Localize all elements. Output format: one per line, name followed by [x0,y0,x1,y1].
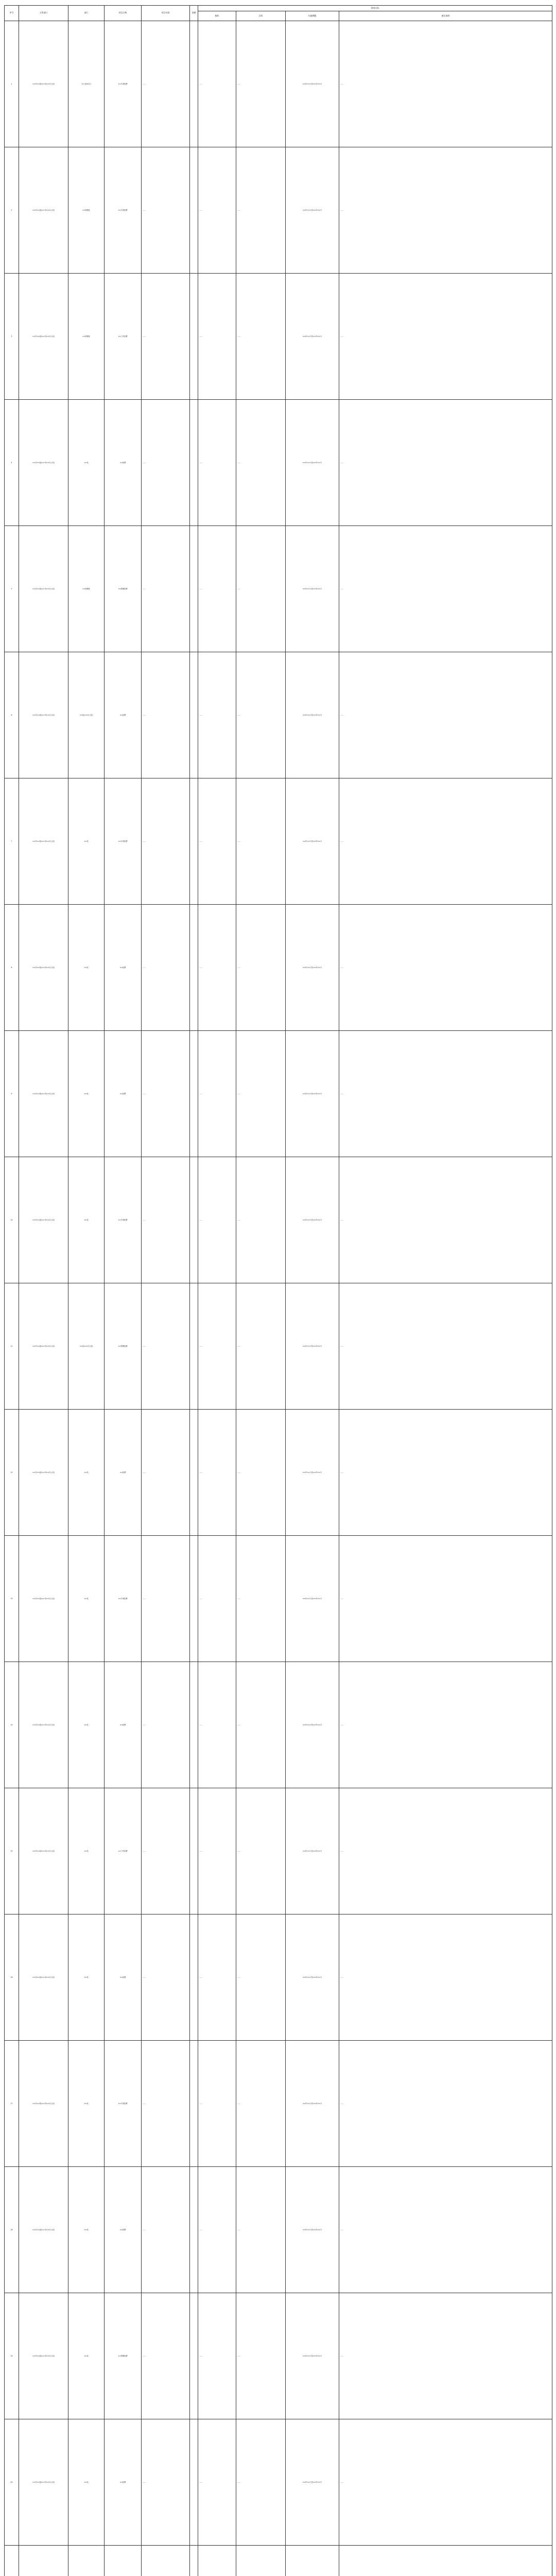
cell-remark: …… [339,147,552,274]
cell-unit [19,2546,68,2576]
cell-content: …… [142,905,190,1031]
cell-amount [190,1536,198,1662]
table-row [5,2041,552,2167]
cell-unit: ××市××局(××市××办公室) [19,21,68,147]
cell-period: ××年××月至××年××月 [286,1031,339,1157]
cell-amount [190,1788,198,1914]
cell-period: ××年××月至××年××月 [286,21,339,147]
cell-unit: ××市××局(××市××办公室) [19,2167,68,2293]
cell-dept: ××处 [68,2293,105,2419]
cell-seq [5,2546,19,2576]
cell-remark: …… [339,1662,552,1788]
cell-project: ××专项经费 [105,21,142,147]
cell-content: …… [142,1536,190,1662]
cell-dept: ××处 [68,1788,105,1914]
cell-content: …… [142,21,190,147]
cell-content: …… [142,147,190,274]
table-row [5,274,552,400]
cell-unit: ××市××局(××市××办公室) [19,526,68,652]
cell-goal: …… [236,1914,286,2041]
cell-target: …… [198,1410,236,1536]
cell-remark: …… [339,1536,552,1662]
table-body [5,21,552,2576]
cell-remark: …… [339,1157,552,1283]
cell-target: …… [198,1031,236,1157]
table-row [5,1914,552,2041]
cell-target: …… [198,2167,236,2293]
cell-content: …… [142,400,190,526]
cell-content: …… [142,2419,190,2546]
cell-amount [190,1031,198,1157]
header-group: 绩效目标 [198,6,552,11]
cell-seq: 8 [5,905,19,1031]
cell-amount [190,1662,198,1788]
cell-seq: 19 [5,2293,19,2419]
data-sheet [4,5,552,2576]
cell-project: ××经费 [105,1662,142,1788]
table-row [5,526,552,652]
table-row [5,1157,552,1283]
cell-goal: …… [236,1283,286,1410]
cell-target: …… [198,905,236,1031]
cell-target: …… [198,1157,236,1283]
cell-remark: …… [339,1914,552,2041]
cell-project: ××工作经费 [105,274,142,400]
cell-project: ××管理经费 [105,526,142,652]
cell-period: ××年××月至××年××月 [286,1157,339,1283]
cell-seq: 18 [5,2167,19,2293]
cell-content: …… [142,1031,190,1157]
cell-dept: ××处 [68,2041,105,2167]
cell-amount [190,905,198,1031]
cell-target: …… [198,778,236,905]
cell-seq: 2 [5,147,19,274]
cell-seq: 13 [5,1536,19,1662]
table-row [5,652,552,778]
cell-seq: 17 [5,2041,19,2167]
cell-remark [339,2546,552,2576]
cell-remark: …… [339,2167,552,2293]
cell-unit: ××市××局(××市××办公室) [19,274,68,400]
cell-unit: ××市××局(××市××办公室) [19,652,68,778]
cell-content: …… [142,652,190,778]
cell-dept: ××管理处 [68,274,105,400]
table-row [5,1283,552,1410]
cell-amount [190,400,198,526]
cell-unit: ××市××局(××市××办公室) [19,2041,68,2167]
cell-seq: 10 [5,1157,19,1283]
cell-dept: ××处 [68,1031,105,1157]
cell-seq: 3 [5,274,19,400]
cell-remark: …… [339,21,552,147]
cell-unit: ××市××局(××市××办公室) [19,1157,68,1283]
cell-content: …… [142,1410,190,1536]
cell-project: ××经费 [105,400,142,526]
cell-remark: …… [339,905,552,1031]
table-row [5,2419,552,2546]
cell-goal: …… [236,21,286,147]
cell-project: ××专项经费 [105,778,142,905]
cell-amount [190,2167,198,2293]
cell-unit: ××市××局(××市××办公室) [19,2419,68,2546]
cell-unit: ××市××局(××市××办公室) [19,1031,68,1157]
cell-amount [190,147,198,274]
cell-content: …… [142,2293,190,2419]
header-amount: 金额 [190,6,198,21]
table-row [5,1536,552,1662]
table-row [5,2167,552,2293]
cell-target: …… [198,526,236,652]
cell-remark: …… [339,2041,552,2167]
cell-amount [190,1283,198,1410]
cell-target: …… [198,1283,236,1410]
cell-remark: …… [339,778,552,905]
table-row [5,778,552,905]
cell-period [286,2546,339,2576]
cell-content: …… [142,1283,190,1410]
cell-period: ××年××月至××年××月 [286,526,339,652]
cell-amount [190,1410,198,1536]
cell-seq: 7 [5,778,19,905]
cell-target: …… [198,147,236,274]
cell-amount [190,778,198,905]
cell-seq: 11 [5,1283,19,1410]
cell-target: …… [198,1914,236,2041]
cell-seq: 20 [5,2419,19,2546]
cell-amount [190,21,198,147]
cell-content: …… [142,1662,190,1788]
cell-amount [190,2546,198,2576]
cell-target: …… [198,21,236,147]
cell-goal: …… [236,778,286,905]
cell-unit: ××市××局(××市××办公室) [19,1662,68,1788]
cell-content: …… [142,1157,190,1283]
cell-project: ××管理经费 [105,1283,142,1410]
cell-dept: ××处 [68,1410,105,1536]
cell-target: …… [198,2041,236,2167]
cell-goal: …… [236,905,286,1031]
table-row [5,1788,552,1914]
cell-unit: ××市××局(××市××办公室) [19,2293,68,2419]
cell-unit: ××市××局(××市××办公室) [19,147,68,274]
cell-goal: …… [236,147,286,274]
cell-target: …… [198,400,236,526]
cell-remark: …… [339,526,552,652]
cell-goal: …… [236,652,286,778]
cell-seq: 4 [5,400,19,526]
cell-dept: ××管理处 [68,147,105,274]
cell-amount [190,526,198,652]
cell-amount [190,2041,198,2167]
cell-seq: 9 [5,1031,19,1157]
cell-project: ××经费 [105,652,142,778]
cell-period: ××年××月至××年××月 [286,778,339,905]
cell-amount [190,2419,198,2546]
cell-goal: …… [236,274,286,400]
table-row [5,1410,552,1536]
cell-target: …… [198,652,236,778]
cell-remark: …… [339,1788,552,1914]
table-row [5,21,552,147]
header-content: 项目内容 [142,6,190,21]
table-row [5,2293,552,2419]
cell-amount [190,652,198,778]
cell-remark: …… [339,1031,552,1157]
table-row [5,905,552,1031]
header-seq: 序号 [5,6,19,21]
cell-period: ××年××月至××年××月 [286,1914,339,2041]
cell-goal: …… [236,2041,286,2167]
cell-dept: ××处 [68,905,105,1031]
cell-unit: ××市××局(××市××办公室) [19,778,68,905]
cell-target: …… [198,1788,236,1914]
cell-dept: ××处 [68,1914,105,2041]
cell-project: ××专项经费 [105,147,142,274]
cell-remark: …… [339,2293,552,2419]
table-row [5,2546,552,2576]
project-table [4,5,552,2576]
cell-dept: ××处 [68,1662,105,1788]
cell-goal: …… [236,1788,286,1914]
cell-remark: …… [339,2419,552,2546]
cell-dept: ××处 [68,1536,105,1662]
cell-content: …… [142,1914,190,2041]
cell-amount [190,2293,198,2419]
cell-content: …… [142,2167,190,2293]
cell-project: ××经费 [105,905,142,1031]
table-row [5,1031,552,1157]
cell-project: ××经费 [105,2167,142,2293]
cell-seq: 1 [5,21,19,147]
cell-period: ××年××月至××年××月 [286,652,339,778]
cell-content [142,2546,190,2576]
cell-project [105,2546,142,2576]
cell-seq: 14 [5,1662,19,1788]
cell-goal: …… [236,526,286,652]
cell-period: ××年××月至××年××月 [286,905,339,1031]
header-dept: 部门 [68,6,105,21]
cell-seq: 6 [5,652,19,778]
cell-seq: 5 [5,526,19,652]
cell-dept: ××处 [68,2167,105,2293]
cell-seq: 16 [5,1914,19,2041]
cell-content: …… [142,274,190,400]
cell-project: ××经费 [105,1914,142,2041]
cell-period: ××年××月至××年××月 [286,2293,339,2419]
cell-goal: …… [236,2167,286,2293]
cell-dept: ××处(××办公室) [68,1283,105,1410]
cell-unit: ××市××局(××市××办公室) [19,905,68,1031]
cell-goal: …… [236,1157,286,1283]
cell-period: ××年××月至××年××月 [286,1788,339,1914]
cell-remark: …… [339,1283,552,1410]
table-row [5,1662,552,1788]
cell-content: …… [142,526,190,652]
cell-period: ××年××月至××年××月 [286,1662,339,1788]
cell-dept: ××处(××办公室) [68,652,105,778]
cell-target [198,2546,236,2576]
cell-amount [190,1157,198,1283]
cell-remark: …… [339,652,552,778]
cell-project: ××专项经费 [105,2041,142,2167]
cell-unit: ××市××局(××市××办公室) [19,400,68,526]
cell-remark: …… [339,400,552,526]
header-project: 项目名称 [105,6,142,21]
cell-content: …… [142,778,190,905]
cell-unit: ××市××局(××市××办公室) [19,1914,68,2041]
header-remark: 备注说明 [339,11,552,21]
cell-seq: 12 [5,1410,19,1536]
cell-period: ××年××月至××年××月 [286,2167,339,2293]
cell-remark: …… [339,1410,552,1536]
cell-period: ××年××月至××年××月 [286,1283,339,1410]
cell-target: …… [198,274,236,400]
cell-goal: …… [236,1536,286,1662]
cell-target: …… [198,1662,236,1788]
cell-content: …… [142,2041,190,2167]
cell-dept: ××处 [68,400,105,526]
cell-period: ××年××月至××年××月 [286,147,339,274]
cell-target: …… [198,2293,236,2419]
cell-dept: ××管理处 [68,526,105,652]
header-period: 实施期限 [286,11,339,21]
cell-goal: …… [236,2419,286,2546]
cell-goal: …… [236,1662,286,1788]
cell-dept: ××处 [68,1157,105,1283]
cell-unit: ××市××局(××市××办公室) [19,1283,68,1410]
cell-project: ××经费 [105,1410,142,1536]
table-row [5,400,552,526]
cell-project: ××工作经费 [105,1788,142,1914]
cell-target: …… [198,1536,236,1662]
cell-period: ××年××月至××年××月 [286,2419,339,2546]
cell-period: ××年××月至××年××月 [286,274,339,400]
cell-project: ××专项经费 [105,1157,142,1283]
cell-dept [68,2546,105,2576]
cell-goal: …… [236,1031,286,1157]
cell-amount [190,274,198,400]
cell-content: …… [142,1788,190,1914]
cell-unit: ××市××局(××市××办公室) [19,1788,68,1914]
header-target: 指标 [198,11,236,21]
cell-project: ××经费 [105,2419,142,2546]
cell-period: ××年××月至××年××月 [286,1536,339,1662]
cell-unit: ××市××局(××市××办公室) [19,1536,68,1662]
cell-remark: …… [339,274,552,400]
cell-goal: …… [236,400,286,526]
cell-dept: 办公室(综合) [68,21,105,147]
cell-dept: ××处 [68,2419,105,2546]
cell-goal [236,2546,286,2576]
cell-period: ××年××月至××年××月 [286,2041,339,2167]
table-row [5,147,552,274]
cell-goal: …… [236,1410,286,1536]
cell-seq: 15 [5,1788,19,1914]
cell-project: ××管理经费 [105,2293,142,2419]
cell-target: …… [198,2419,236,2546]
cell-goal: …… [236,2293,286,2419]
cell-period: ××年××月至××年××月 [286,400,339,526]
cell-project: ××经费 [105,1031,142,1157]
cell-amount [190,1914,198,2041]
header-unit: 主管部门 [19,6,68,21]
cell-dept: ××处 [68,778,105,905]
cell-unit: ××市××局(××市××办公室) [19,1410,68,1536]
cell-period: ××年××月至××年××月 [286,1410,339,1536]
header-goal: 目标 [236,11,286,21]
cell-project: ××专项经费 [105,1536,142,1662]
